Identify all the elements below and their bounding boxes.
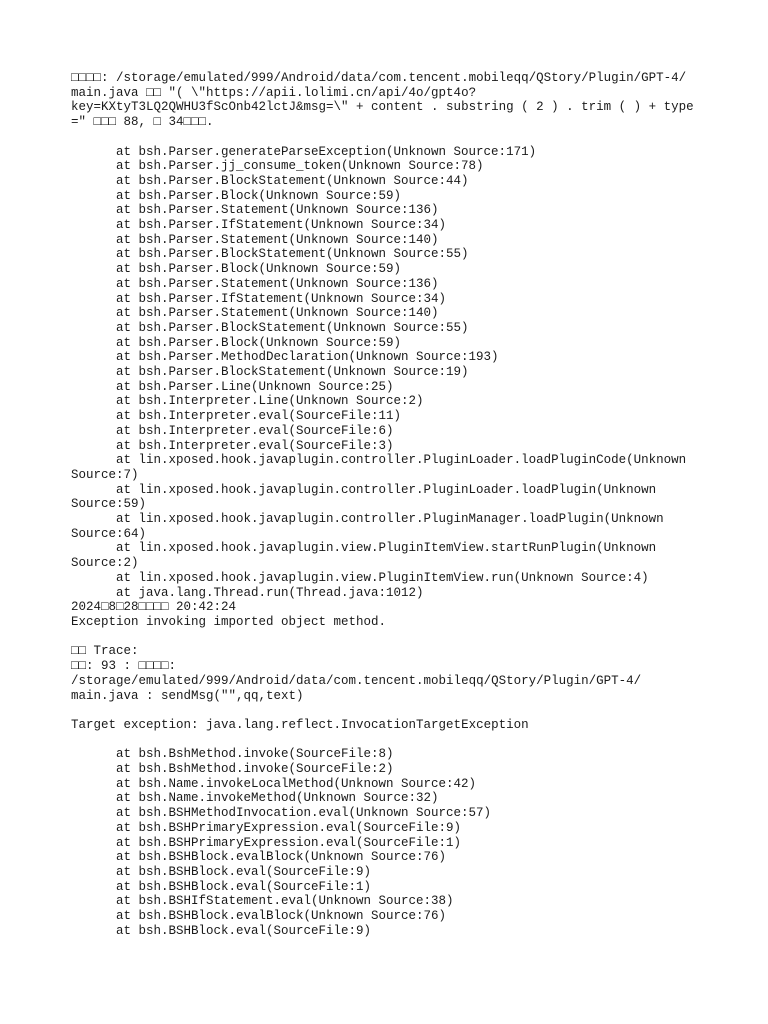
stack-frame: at lin.xposed.hook.javaplugin.view.PluginItemView.run(Unknown Source:4) — [116, 570, 649, 585]
stack-frame: at bsh.BshMethod.invoke(SourceFile:2) — [116, 761, 394, 776]
stack-frame: at bsh.Name.invokeLocalMethod(Unknown Source:42) — [116, 776, 477, 791]
stack-frame: at java.lang.Thread.run(Thread.java:1012) — [116, 585, 424, 600]
stack-frame: at bsh.Parser.Statement(Unknown Source:136) — [116, 203, 439, 218]
error1-header-line: =" □□□ 88, □ 34□□□. — [71, 115, 214, 130]
error1-header-line: key=KXtyT3LQ2QWHU3fScOnb42lctJ&msg=\" + content . substring ( 2 ) . trim ( ) + type — [71, 100, 694, 115]
error2-message: Exception invoking imported object method. — [71, 615, 387, 629]
stack-frame: at bsh.Parser.IfStatement(Unknown Source:34) — [116, 291, 447, 306]
stack-frame-continuation: Source:59) — [71, 497, 147, 512]
error1-header-line: main.java □□ "( \"https://apii.lolimi.cn/api/4o/gpt4o? — [71, 85, 477, 100]
blank-line — [71, 733, 731, 748]
stack-frame: at bsh.Parser.BlockStatement(Unknown Source:44) — [116, 173, 469, 188]
trace-line-info: □□: 93 : □□□□: — [71, 659, 177, 674]
trace-path: /storage/emulated/999/Android/data/com.tencent.mobileqq/QStory/Plugin/GPT-4/ — [71, 673, 642, 688]
stack-frame: at bsh.BSHIfStatement.eval(Unknown Source:38) — [116, 894, 454, 909]
stack-frame: at bsh.Parser.Line(Unknown Source:25) — [116, 379, 394, 394]
trace-label: □□ Trace: — [71, 644, 139, 659]
stack-frame: at bsh.Parser.BlockStatement(Unknown Source:55) — [116, 320, 469, 335]
stack-frame: at bsh.Parser.jj_consume_token(Unknown Source:78) — [116, 159, 484, 174]
stack-frame: at bsh.BshMethod.invoke(SourceFile:8) — [116, 747, 394, 762]
stack-frame-wrapped: at lin.xposed.hook.javaplugin.view.PluginItemView.startRunPlugin(Unknown — [116, 541, 657, 556]
stack-frame: at bsh.Interpreter.eval(SourceFile:3) — [116, 438, 394, 453]
blank-line — [71, 130, 731, 145]
stack-frame: at bsh.BSHBlock.evalBlock(Unknown Source:76) — [116, 850, 447, 865]
stack-frame: at bsh.Parser.BlockStatement(Unknown Source:19) — [116, 365, 469, 380]
stack-frame: at bsh.Name.invokeMethod(Unknown Source:32) — [116, 791, 439, 806]
error2-trace-info — [71, 644, 731, 703]
error1-stack-trace — [71, 145, 731, 601]
stack-frame: at bsh.BSHPrimaryExpression.eval(SourceFile:9) — [116, 820, 462, 835]
blank-line — [71, 630, 731, 645]
stack-frame: at bsh.Parser.MethodDeclaration(Unknown Source:193) — [116, 350, 499, 365]
trace-call: main.java : sendMsg("",qq,text) — [71, 688, 304, 703]
target-exception: Target exception: java.lang.reflect.InvocationTargetException — [71, 717, 529, 732]
stack-frame-continuation: Source:7) — [71, 467, 139, 482]
stack-frame: at bsh.Parser.Statement(Unknown Source:140) — [116, 232, 439, 247]
error2-header — [71, 600, 731, 629]
stack-frame: at bsh.BSHPrimaryExpression.eval(SourceFile:1) — [116, 835, 462, 850]
stack-frame: at bsh.Parser.Statement(Unknown Source:140) — [116, 306, 439, 321]
stack-frame: at bsh.BSHBlock.eval(SourceFile:9) — [116, 923, 372, 938]
stack-frame: at bsh.Parser.Block(Unknown Source:59) — [116, 188, 402, 203]
stack-frame-continuation: Source:64) — [71, 526, 147, 541]
stack-frame-continuation: Source:2) — [71, 556, 139, 571]
stack-frame: at bsh.Parser.Block(Unknown Source:59) — [116, 262, 402, 277]
blank-line — [71, 703, 731, 718]
stack-frame: at bsh.Parser.IfStatement(Unknown Source:34) — [116, 218, 447, 233]
error1-header-line: □□□□: /storage/emulated/999/Android/data/com.tencent.mobileqq/QStory/Plugin/GPT-4/ — [71, 71, 687, 85]
stack-frame: at bsh.BSHBlock.evalBlock(Unknown Source:76) — [116, 909, 447, 924]
stack-frame: at bsh.Interpreter.eval(SourceFile:6) — [116, 423, 394, 438]
stack-frame-wrapped: at lin.xposed.hook.javaplugin.controller.PluginLoader.loadPlugin(Unknown — [116, 482, 657, 497]
stack-frame: at bsh.BSHBlock.eval(SourceFile:1) — [116, 879, 372, 894]
error2-timestamp: 2024□8□28□□□□ 20:42:24 — [71, 600, 237, 615]
stack-frame: at bsh.Parser.Block(Unknown Source:59) — [116, 335, 402, 350]
log-document — [71, 71, 731, 938]
error2-stack-trace — [71, 747, 731, 938]
stack-frame: at bsh.Parser.BlockStatement(Unknown Source:55) — [116, 247, 469, 262]
stack-frame: at bsh.BSHBlock.eval(SourceFile:9) — [116, 864, 372, 879]
stack-frame: at bsh.Parser.generateParseException(Unknown Source:171) — [116, 144, 537, 159]
stack-frame: at bsh.Parser.Statement(Unknown Source:136) — [116, 276, 439, 291]
stack-frame: at bsh.BSHMethodInvocation.eval(Unknown Source:57) — [116, 806, 492, 821]
stack-frame-wrapped: at lin.xposed.hook.javaplugin.controller.PluginLoader.loadPluginCode(Unknown — [116, 453, 687, 468]
stack-frame: at bsh.Interpreter.Line(Unknown Source:2) — [116, 394, 424, 409]
error1-header — [71, 71, 731, 130]
stack-frame: at bsh.Interpreter.eval(SourceFile:11) — [116, 409, 402, 424]
stack-frame-wrapped: at lin.xposed.hook.javaplugin.controller.PluginManager.loadPlugin(Unknown — [116, 512, 664, 527]
